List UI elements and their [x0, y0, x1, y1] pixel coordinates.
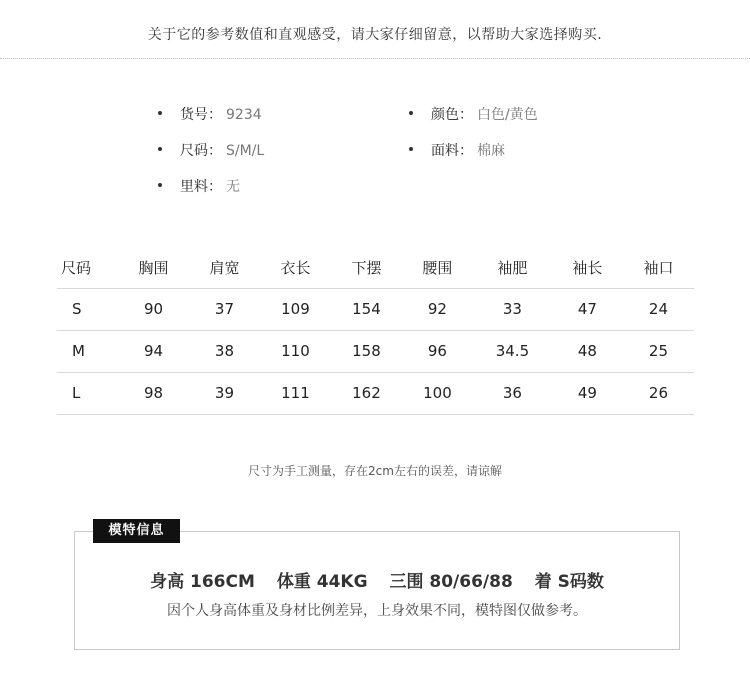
attribute-label: 货号： — [180, 107, 222, 123]
dotted-divider — [0, 58, 750, 59]
attribute-label: 面料： — [431, 143, 473, 159]
bullet-icon — [158, 147, 162, 151]
attribute-value: S/M/L — [226, 143, 265, 159]
attribute-item-lining — [158, 176, 240, 196]
column-header: 胸围 — [138, 259, 169, 278]
model-info-tag: 模特信息 — [93, 519, 180, 543]
model-wearing-size: 着 S码数 — [534, 572, 604, 592]
attribute-item-fabric — [409, 140, 505, 160]
size-chart-table — [57, 248, 694, 415]
attribute-value: 棉麻 — [477, 143, 505, 159]
measurement-note: 尺寸为手工测量，存在2cm左右的误差，请谅解 — [248, 464, 502, 478]
attribute-value: 白色/黄色 — [477, 107, 538, 123]
model-disclaimer: 因个人身高体重及身材比例差异，上身效果不同，模特图仅做参考。 — [167, 603, 587, 619]
attribute-item-model-number — [158, 104, 262, 124]
reference-notice: 关于它的参考数值和直观感受，请大家仔细留意，以帮助大家选择购买. — [147, 27, 603, 43]
model-stats — [74, 567, 680, 592]
attribute-label: 里料： — [180, 179, 222, 195]
table-cell: 39 — [214, 384, 235, 402]
column-header: 肩宽 — [209, 259, 240, 278]
table-cell: 96 — [427, 342, 447, 360]
column-header: 袖长 — [572, 259, 603, 278]
bullet-icon — [158, 183, 162, 187]
table-cell: 36 — [502, 384, 522, 402]
table-cell: L — [72, 384, 81, 402]
model-weight: 体重 44KG — [276, 572, 368, 592]
attribute-label: 颜色： — [431, 107, 473, 123]
table-cell: S — [72, 300, 82, 318]
table-cell: 109 — [281, 300, 310, 318]
column-header: 腰围 — [422, 259, 453, 278]
model-measurements: 三围 80/66/88 — [389, 572, 513, 592]
attribute-value: 无 — [226, 179, 240, 195]
table-cell: M — [72, 342, 85, 360]
attribute-item-size — [158, 140, 264, 160]
table-cell: 162 — [352, 384, 381, 402]
table-row — [57, 330, 694, 372]
column-header: 袖口 — [643, 259, 674, 278]
table-cell: 110 — [281, 342, 310, 360]
column-header: 下摆 — [351, 259, 382, 278]
table-cell: 98 — [143, 384, 164, 402]
table-cell: 34.5 — [495, 342, 530, 360]
table-cell: 111 — [281, 384, 310, 402]
column-header: 袖肥 — [497, 259, 528, 278]
table-cell: 24 — [648, 300, 668, 318]
table-cell: 154 — [352, 300, 381, 318]
table-header-row — [57, 248, 694, 288]
attribute-label: 尺码： — [180, 143, 222, 159]
bullet-icon — [409, 111, 413, 115]
table-row — [57, 288, 694, 330]
table-cell: 47 — [577, 300, 597, 318]
table-cell: 92 — [427, 300, 447, 318]
attribute-item-color — [409, 104, 538, 124]
table-cell: 38 — [214, 342, 235, 360]
column-header: 衣长 — [280, 259, 311, 278]
table-cell: 33 — [502, 300, 522, 318]
table-cell: 158 — [352, 342, 381, 360]
table-cell: 25 — [648, 342, 668, 360]
column-header: 尺码 — [61, 259, 92, 278]
table-cell: 48 — [577, 342, 597, 360]
table-cell: 100 — [423, 384, 452, 402]
table-cell: 49 — [577, 384, 597, 402]
table-cell: 90 — [143, 300, 164, 318]
model-height: 身高 166CM — [150, 572, 255, 592]
table-cell: 26 — [648, 384, 668, 402]
table-cell: 94 — [143, 342, 164, 360]
attribute-value: 9234 — [226, 107, 262, 123]
bullet-icon — [409, 147, 413, 151]
product-attributes — [0, 100, 750, 210]
table-row — [57, 372, 694, 414]
table-cell: 37 — [214, 300, 235, 318]
bullet-icon — [158, 111, 162, 115]
